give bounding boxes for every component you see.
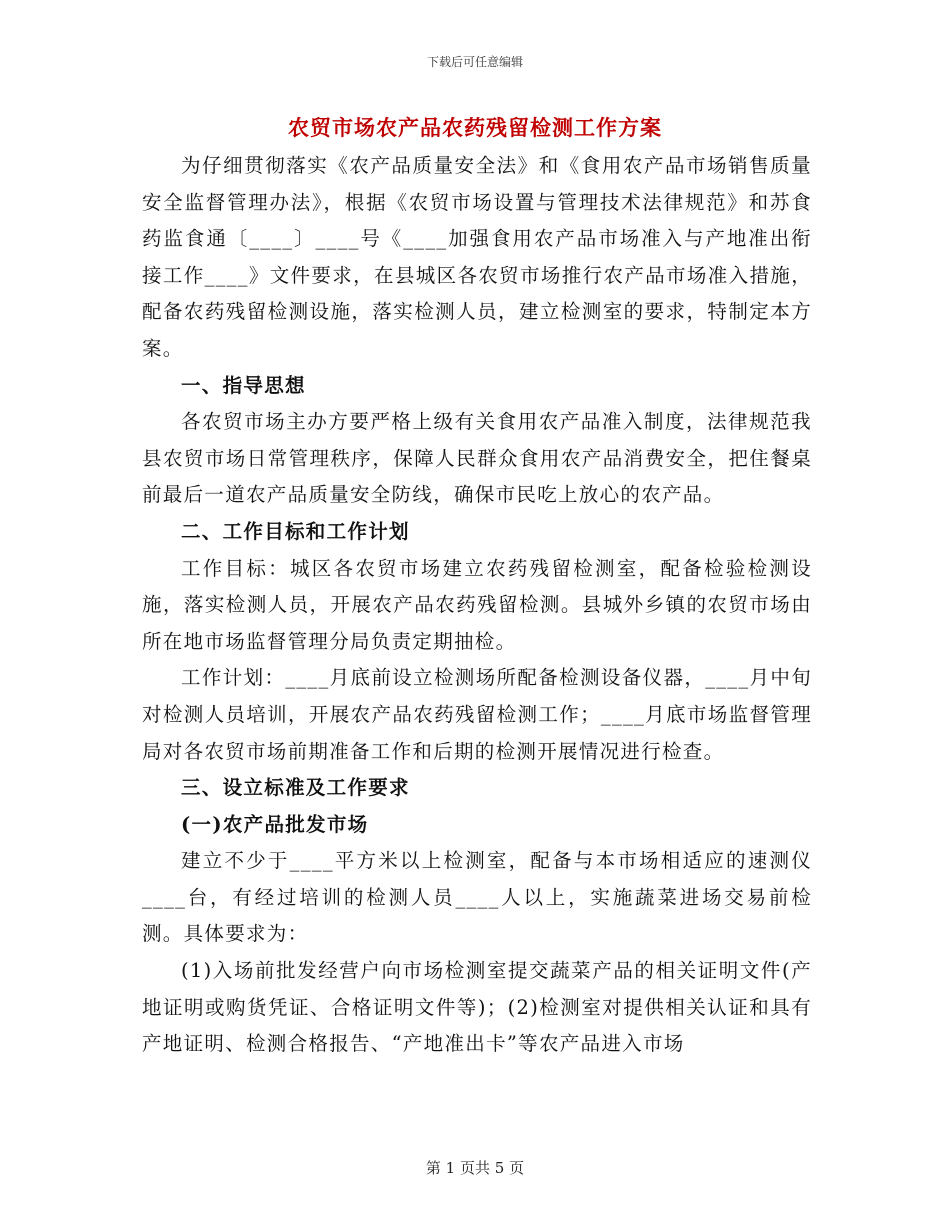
header-note: 下载后可任意编辑 — [426, 55, 523, 69]
document-title: 农贸市场农产品农药残留检测工作方案 — [288, 115, 662, 140]
section-heading-guiding-thought: 一、指导思想 — [181, 373, 306, 397]
work-goal-paragraph: 工作目标：城区各农贸市场建立农药残留检测室，配备检验检测设施，落实检测人员，开展农产品农药残留检测。县城外乡镇的农贸市场由所在地市场监督管理分局负责定期抽检。 — [142, 556, 812, 653]
guiding-thought-paragraph: 各农贸市场主办方要严格上级有关食用农产品准入制度，法律规范我县农贸市场日常管理秩序，保障人民群众食用农产品消费安全，把住餐桌前最后一道农产品质量安全防线，确保市民吃上放心的农产品。 — [142, 410, 812, 507]
wholesale-market-paragraph: 建立不少于____平方米以上检测室，配备与本市场相适应的速测仪____台，有经过培训的检测人员____人以上，实施蔬菜进场交易前检测。具体要求为： — [142, 849, 812, 946]
requirements-paragraph: (1)入场前批发经营户向市场检测室提交蔬菜产品的相关证明文件(产地证明或购货凭证、合格证明文件等)；(2)检测室对提供相关认证和具有产地证明、检测合格报告、“产地准出卡”等农产品进入市场 — [142, 959, 812, 1056]
section-heading-goals-plan: 二、工作目标和工作计划 — [181, 519, 410, 543]
subsection-heading-wholesale-market: (一)农产品批发市场 — [181, 812, 369, 836]
work-plan-paragraph: 工作计划：____月底前设立检测场所配备检测设备仪器，____月中旬对检测人员培训，开展农产品农药残留检测工作；____月底市场监督管理局对各农贸市场前期准备工作和后期的检测开展情况进行检查。 — [142, 666, 812, 763]
intro-paragraph: 为仔细贯彻落实《农产品质量安全法》和《食用农产品市场销售质量安全监督管理办法》，根据《农贸市场设置与管理技术法律规范》和苏食药监食通〔____〕____号《____加强食用农产品市场准入与产地准出衔接工作____》文件要求，在县城区各农贸市场推行农产品市场准入措施，配备农药残留检测设施，落实检测人员，建立检测室的要求，特制定本方案。 — [142, 154, 812, 360]
page-number: 第 1 页共 5 页 — [425, 1159, 525, 1177]
section-heading-standards: 三、设立标准及工作要求 — [181, 776, 410, 800]
document-body — [142, 148, 812, 1063]
